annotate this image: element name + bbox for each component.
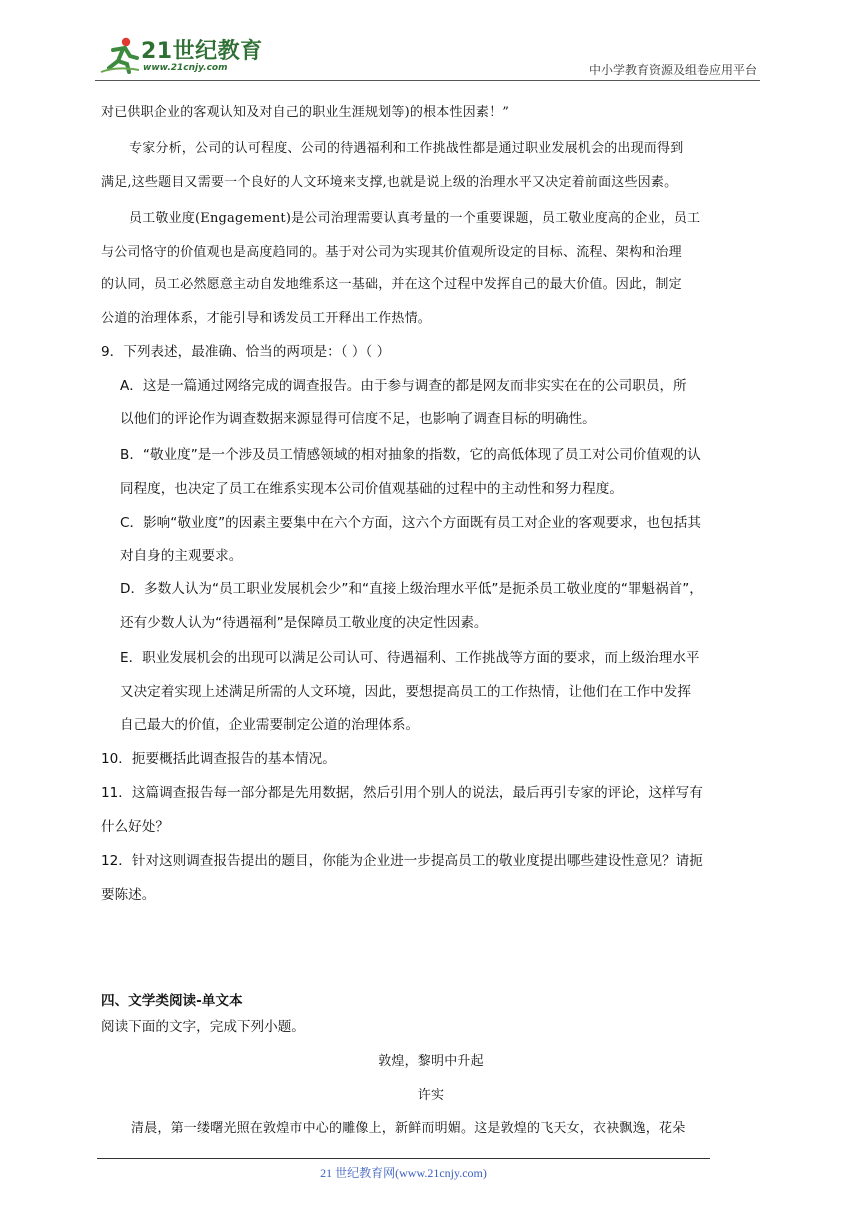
logo-text: 21世纪教育 — [141, 39, 263, 64]
question-9: 9．下列表述，最准确、恰当的两项是：（ ）（ ） — [101, 344, 391, 360]
runner-logo-icon — [99, 36, 141, 74]
option-e-line: E．职业发展机会的出现可以满足公司认可、待遇福利、工作挑战等方面的要求，而上级治理水平 — [120, 650, 700, 666]
question-11: 什么好处？ — [101, 819, 169, 835]
body-line: 专家分析，公司的认可程度、公司的待遇福利和工作挑战性都是通过职业发展机会的出现而得到 — [129, 141, 684, 156]
question-12: 12．针对这则调查报告提出的题目，你能为企业进一步提高员工的敬业度提出哪些建设性意见？请扼 — [101, 853, 703, 869]
site-logo[interactable] — [95, 30, 275, 82]
body-line: 与公司恪守的价值观也是高度趋同的。基于对公司为实现其价值观所设定的目标、流程、架构和治理 — [101, 245, 682, 260]
option-c-line: 对自身的主观要求。 — [120, 548, 243, 564]
logo-url: www.21cnjy.com — [143, 63, 228, 73]
body-line: 的认同，员工必然愿意主动自发地维系这一基础，并在这个过程中发挥自己的最大价值。因此，制定 — [101, 277, 682, 292]
body-line: 员工敬业度(Engagement)是公司治理需要认真考量的一个重要课题，员工敬业度高的企业，员工 — [129, 211, 701, 226]
footer-divider — [97, 1158, 710, 1159]
reading-instruction: 阅读下面的文字，完成下列小题。 — [101, 1019, 305, 1035]
option-d-line: 还有少数人认为“待遇福利”是保障员工敬业度的决定性因素。 — [120, 615, 488, 631]
passage-first-line: 清晨，第一缕曙光照在敦煌市中心的雕像上，新鲜而明媚。这是敦煌的飞天女，衣袂飘逸，花朵 — [131, 1121, 686, 1136]
option-b-line: B．“敬业度”是一个涉及员工情感领域的相对抽象的指数，它的高低体现了员工对公司价值观的认 — [120, 447, 701, 463]
body-line: 对已供职企业的客观认知及对自己的职业生涯规划等)的根本性因素！” — [101, 105, 510, 120]
option-e-line: 又决定着实现上述满足所需的人文环境，因此，要想提高员工的工作热情，让他们在工作中发挥 — [120, 684, 691, 700]
question-11: 11．这篇调查报告每一部分都是先用数据，然后引用个别人的说法，最后再引专家的评论，这样写有 — [101, 785, 703, 801]
question-10: 10．扼要概括此调查报告的基本情况。 — [101, 751, 336, 767]
passage-title: 敦煌，黎明中升起 — [378, 1054, 484, 1069]
question-12: 要陈述。 — [101, 887, 156, 903]
option-d-line: D．多数人认为“员工职业发展机会少”和“直接上级治理水平低”是扼杀员工敬业度的“罪魁祸首”， — [120, 581, 703, 597]
body-line: 满足,这些题目又需要一个良好的人文环境来支撑,也就是说上级的治理水平又决定着前面这些因素。 — [101, 175, 678, 190]
section-heading: 四、文学类阅读-单文本 — [101, 993, 243, 1009]
passage-author: 许实 — [417, 1088, 445, 1103]
page-header — [95, 30, 760, 82]
option-c-line: C．影响“敬业度”的因素主要集中在六个方面，这六个方面既有员工对企业的客观要求，也包括其 — [120, 515, 701, 531]
footer-link[interactable]: 21 世纪教育网(www.21cnjy.com) — [320, 1166, 487, 1180]
option-a-line: A．这是一篇通过网络完成的调查报告。由于参与调查的都是网友而非实实在在的公司职员，所 — [120, 378, 687, 394]
option-e-line: 自己最大的价值，企业需要制定公道的治理体系。 — [120, 717, 420, 733]
option-b-line: 同程度，也决定了员工在维系实现本公司价值观基础的过程中的主动性和努力程度。 — [120, 481, 623, 497]
header-divider — [95, 80, 760, 81]
platform-name: 中小学教育资源及组卷应用平台 — [588, 63, 757, 77]
option-a-line: 以他们的评论作为调查数据来源显得可信度不足，也影响了调查目标的明确性。 — [120, 411, 596, 427]
body-line: 公道的治理体系，才能引导和诱发员工开释出工作热情。 — [101, 311, 432, 326]
